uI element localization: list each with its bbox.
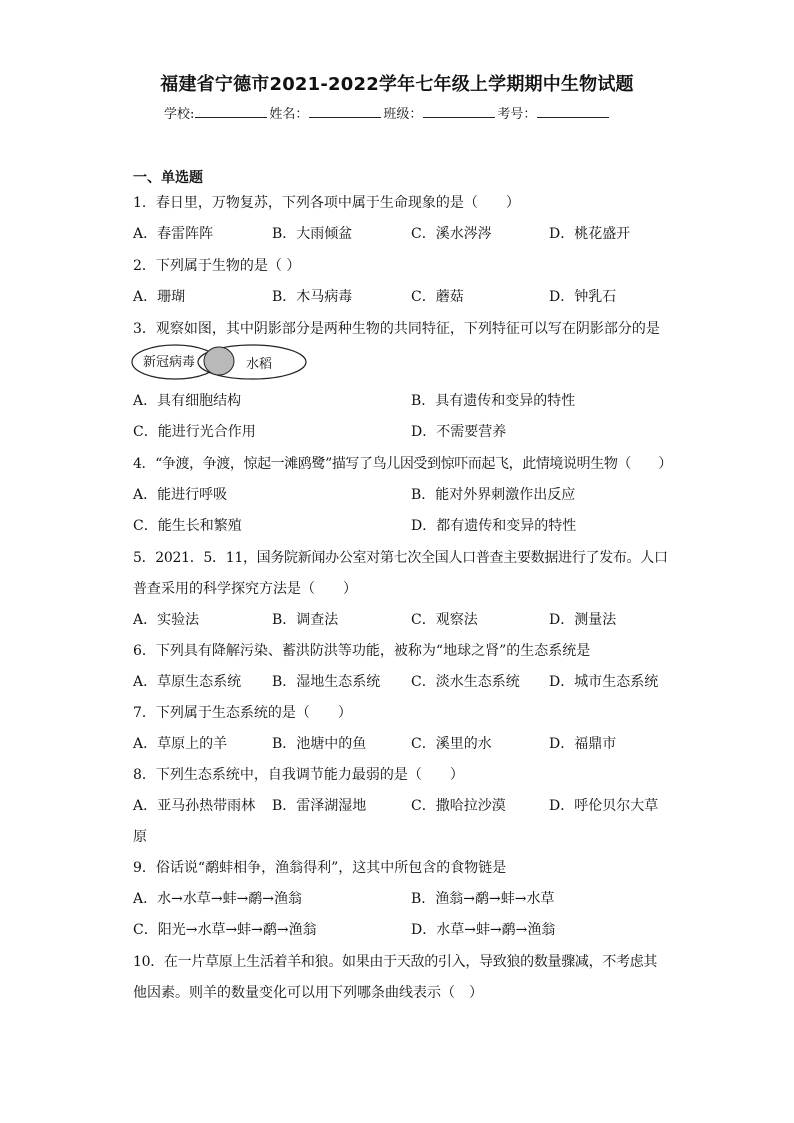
question-7-option-a: A．草原上的羊: [133, 736, 228, 752]
question-3-stem: 3．观察如图，其中阴影部分是两种生物的共同特征，下列特征可以写在阴影部分的是: [133, 321, 660, 337]
question-4-option-a: A．能进行呼吸: [133, 487, 228, 503]
question-5-stem-line-2: 普查采用的科学探究方法是（ ）: [133, 581, 357, 597]
question-9-option-c: C．阳光→水草→蚌→鹬→渔翁: [133, 922, 317, 938]
question-6-option-a: A．草原生态系统: [133, 674, 242, 690]
question-6-option-b: B．湿地生态系统: [272, 674, 381, 690]
question-6-option-d: D．城市生态系统: [549, 674, 659, 690]
question-7-option-b: B．池塘中的鱼: [272, 736, 367, 752]
question-4-stem: 4．“争渡，争渡，惊起一滩鸥鹭”描写了鸟儿因受到惊吓而起飞，此情境说明生物（ ）: [133, 456, 672, 472]
question-2-stem: 2．下列属于生物的是（ ）: [133, 258, 301, 274]
question-10-stem-line-1: 10．在一片草原上生活着羊和狼。如果由于天敌的引入，导致狼的数量骤减，不考虑其: [133, 954, 658, 970]
question-1-option-b: B．大雨倾盆: [272, 226, 353, 242]
question-8-option-d-wrap: 原: [133, 829, 147, 845]
question-8-option-c: C．撒哈拉沙漠: [411, 798, 506, 814]
question-5-option-c: C．观察法: [411, 612, 478, 628]
question-8-option-b: B．雷泽湖湿地: [272, 798, 367, 814]
question-1-option-d: D．桃花盛开: [549, 226, 631, 242]
question-1-option-c: C．溪水涔涔: [411, 226, 492, 242]
question-1-option-a: A．春雷阵阵: [133, 226, 214, 242]
name-blank: [309, 105, 381, 118]
section-heading: 一、单选题: [133, 170, 203, 186]
question-5-option-d: D．测量法: [549, 612, 617, 628]
student-info-line: [164, 103, 611, 122]
name-label: 姓名：: [269, 107, 309, 122]
question-9-stem: 9．俗话说“鹬蚌相争，渔翁得利”，这其中所包含的食物链是: [133, 860, 507, 876]
question-3-option-d: D．不需要营养: [411, 424, 507, 440]
question-8-option-d: D．呼伦贝尔大草: [549, 798, 659, 814]
question-7-option-c: C．溪里的水: [411, 736, 492, 752]
question-6-stem: 6．下列具有降解污染、蓄洪防洪等功能，被称为“地球之肾”的生态系统是: [133, 643, 591, 659]
number-label: 考号：: [497, 107, 537, 122]
question-6-option-c: C．淡水生态系统: [411, 674, 520, 690]
question-5-option-a: A．实验法: [133, 612, 200, 628]
question-9-option-a: A．水→水草→蚌→鹬→渔翁: [133, 891, 303, 907]
page-title: 福建省宁德市2021-2022学年七年级上学期期中生物试题: [160, 74, 634, 95]
question-10-stem-line-2: 他因素。则羊的数量变化可以用下列哪条曲线表示（ ）: [133, 985, 483, 1001]
question-7-stem: 7．下列属于生态系统的是（ ）: [133, 705, 352, 721]
class-blank: [423, 105, 495, 118]
question-2-option-d: D．钟乳石: [549, 289, 617, 305]
question-8-option-a: A．亚马孙热带雨林: [133, 798, 256, 814]
question-2-option-a: A．珊瑚: [133, 289, 186, 305]
question-9-option-d: D．水草→蚌→鹬→渔翁: [411, 922, 556, 938]
question-3-option-a: A．具有细胞结构: [133, 393, 242, 409]
venn-right-label: 水稻: [246, 357, 273, 372]
school-blank: [195, 105, 267, 118]
question-8-stem: 8．下列生态系统中，自我调节能力最弱的是（ ）: [133, 767, 464, 783]
question-5-option-b: B．调查法: [272, 612, 339, 628]
question-2-option-b: B．木马病毒: [272, 289, 353, 305]
question-3-option-b: B．具有遗传和变异的特性: [411, 393, 576, 409]
number-blank: [537, 105, 609, 118]
question-4-option-c: C．能生长和繁殖: [133, 518, 242, 534]
venn-left-label: 新冠病毒: [143, 355, 196, 370]
question-4-option-b: B．能对外界刺激作出反应: [411, 487, 576, 503]
overlap-shaded-area: [204, 347, 234, 375]
question-3-option-c: C．能进行光合作用: [133, 424, 256, 440]
question-5-stem-line-1: 5．2021．5．11，国务院新闻办公室对第七次全国人口普查主要数据进行了发布。人口: [133, 550, 668, 566]
school-label: 学校:: [164, 107, 195, 122]
question-1-stem: 1．春日里，万物复苏，下列各项中属于生命现象的是（ ）: [133, 195, 520, 211]
class-label: 班级：: [383, 107, 423, 122]
question-4-option-d: D．都有遗传和变异的特性: [411, 518, 577, 534]
question-9-option-b: B．渔翁→鹬→蚌→水草: [411, 891, 555, 907]
question-2-option-c: C．蘑菇: [411, 289, 464, 305]
question-7-option-d: D．福鼎市: [549, 736, 617, 752]
